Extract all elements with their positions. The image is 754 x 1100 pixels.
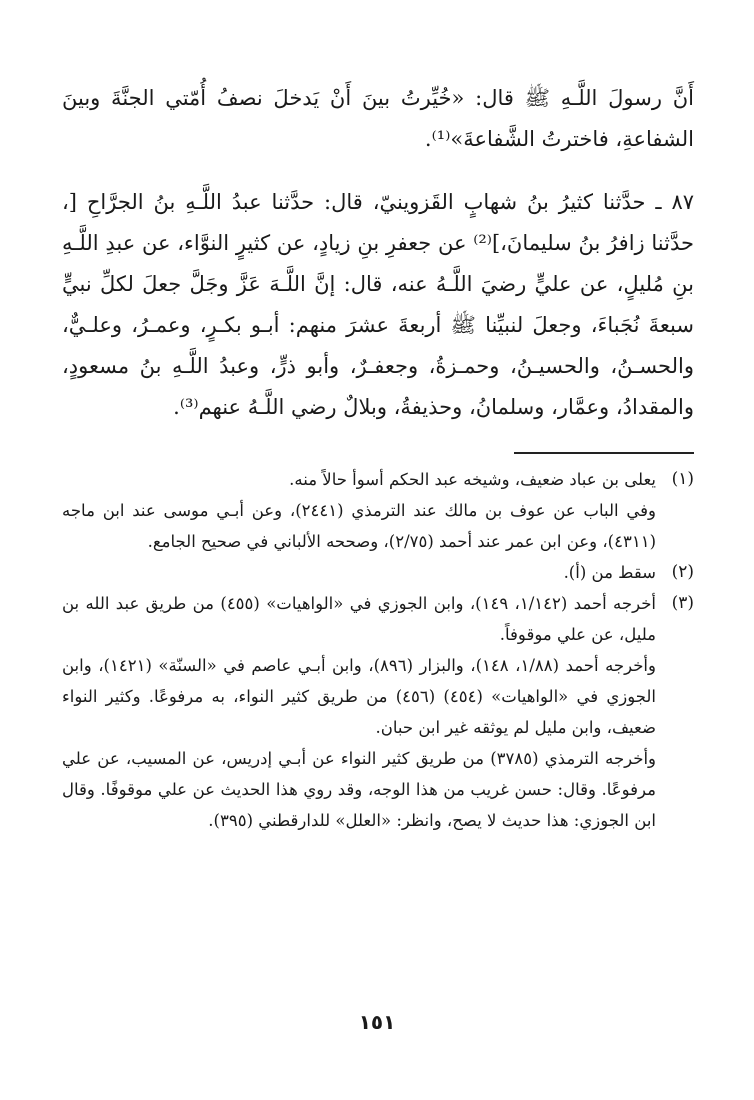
footnote-3	[62, 588, 694, 836]
footnote-text: يعلى بن عباد ضعيف، وشيخه عبد الحكم أسوأ حالاً منه.	[289, 470, 656, 489]
hadith-paragraph-87: ٨٧ ـ حدَّثنا كثيرُ بنُ شهابٍ القَزوينيّ، قال: حدَّثنا عبدُ اللَّـهِ بنُ الجرَّاحِ [، حدَّثنا زافرُ بنُ سليمانَ،]⁽²⁾ عن جعفرِ بنِ زيادٍ، عن كثيرٍ النوَّاء، عن عبدِ اللَّـهِ بنِ مُليلٍ، عن عليٍّ رضيَ اللَّـهُ عنه، قال: إنَّ اللَّـهَ عَزَّ وجَلَّ جعلَ لكلِّ نبيٍّ سبعةَ نُجَباءَ، وجعلَ لنبيِّنا ﷺ أربعةَ عشرَ منهم: أبـو بكـرٍ، وعمـرُ، وعلـيٌّ، والحسـنُ، والحسيـنُ، وحمـزةُ، وجعفـرٌ، وأبو ذرٍّ، وعبدُ اللَّـهِ بنُ مسعودٍ، والمقدادُ، وعمَّار، وسلمانُ، وحذيفةُ، وبلالٌ رضي اللَّـهُ عنهم⁽³⁾.	[62, 190, 694, 419]
footnote-body	[62, 588, 656, 836]
hadith-paragraph-86-end: أَنَّ رسولَ اللَّـهِ ﷺ قال: «خُيِّرتُ بينَ أَنْ يَدخلَ نصفُ أُمّتي الجنَّةَ وبينَ الشفاعةِ، فاخترتُ الشَّفاعةَ»⁽¹⁾.	[62, 86, 694, 151]
page-number: ١٥١	[358, 1010, 396, 1034]
page-content	[62, 78, 694, 836]
footnote-text: أخرجه أحمد (١/١٤٢، ١٤٩)، وابن الجوزي في «الواهيات» (٤٥٥) من طريق عبد الله بن مليل، عن علي موقوفاً.	[62, 594, 656, 644]
footnote-number: (٢)	[671, 562, 694, 582]
footnote-text: وأخرجه الترمذي (٣٧٨٥) من طريق كثير النواء عن أبـي إدريس، عن المسيب، عن علي مرفوعًا. وقال: حسن غريب من هذا الوجه، وقد روي هذا الحديث عن علي موقوفًا. وقال ابن الجوزي: هذا حديث لا يصح، وانظر: «العلل» للدارقطني (٣٩٥).	[62, 749, 657, 830]
footnote-number: (٣)	[671, 593, 694, 613]
footnote-text: وفي الباب عن عوف بن مالك عند الترمذي (٢٤٤١)، وعن أبـي موسى عند ابن ماجه (٤٣١١)، وعن ابن عمر عند أحمد (٢/٧٥)، وصححه الألباني في صحيح الجامع.	[62, 501, 656, 551]
footnote-separator	[514, 452, 694, 454]
main-text	[62, 78, 694, 428]
footnotes	[62, 464, 694, 836]
footnote-2	[62, 557, 694, 588]
footnote-1	[62, 464, 694, 557]
footnote-text: سقط من (أ).	[563, 563, 656, 582]
footnote-text: وأخرجه أحمد (١/٨٨، ١٤٨)، والبزار (٨٩٦)، وابن أبـي عاصم في «السنّة» (١٤٢١)، وابن الجوزي في «الواهيات» (٤٥٤) (٤٥٦) من طريق كثير النواء، به مرفوعًا. وكثير النواء ضعيف، وابن مليل لم يوثقه غير ابن حبان.	[62, 656, 656, 737]
footnote-body	[62, 464, 656, 557]
footnote-number: (١)	[671, 469, 694, 489]
footnote-body	[62, 557, 656, 588]
